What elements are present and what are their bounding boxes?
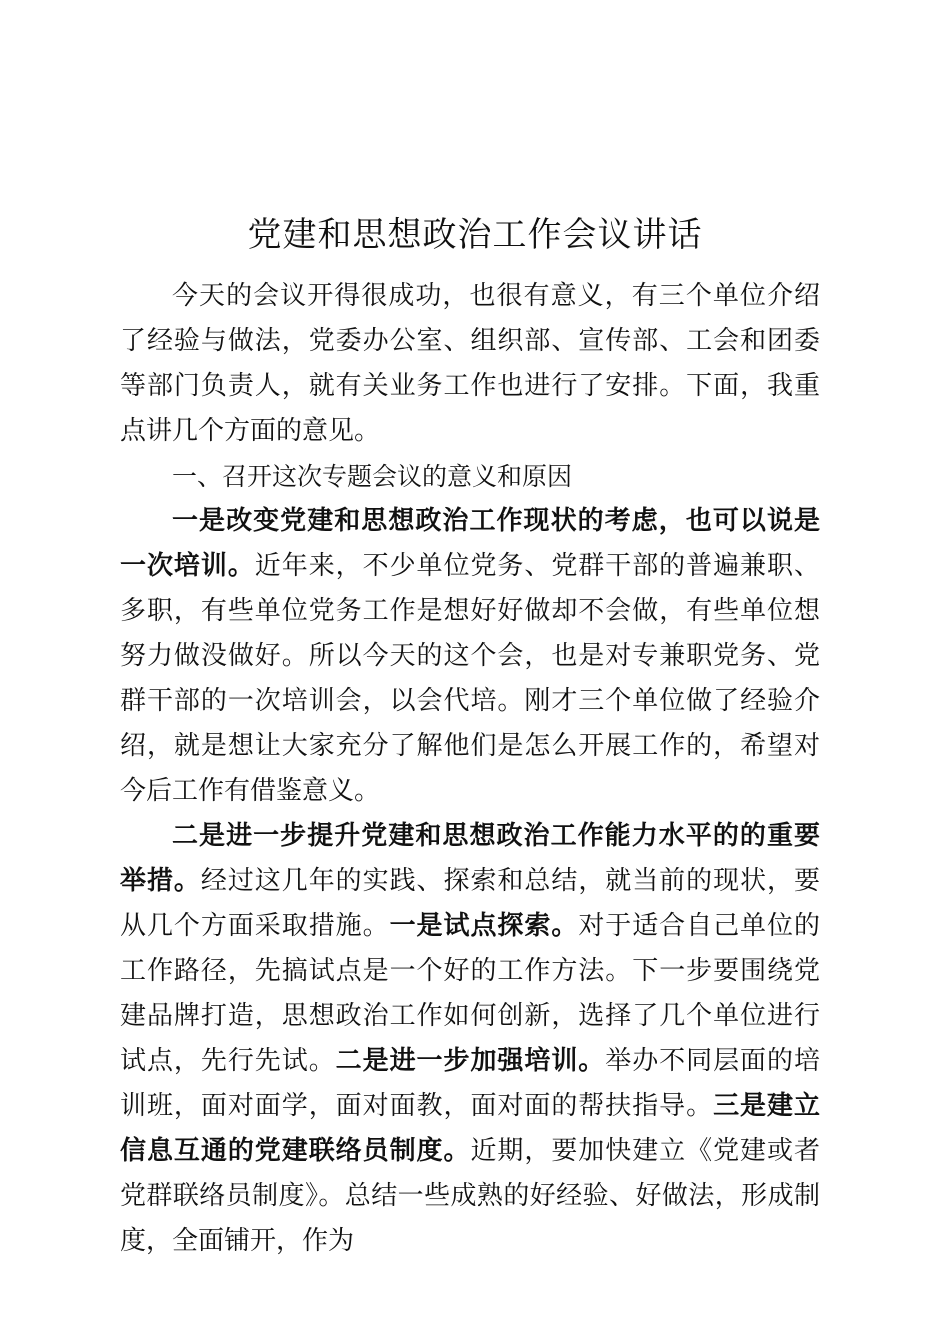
document-title: 党建和思想政治工作会议讲话 [247, 215, 703, 255]
section-heading-1: 一、召开这次专题会议的意义和原因 [172, 462, 573, 491]
paragraph-point-two [120, 814, 820, 1264]
document-body [120, 274, 820, 1264]
measure-one-text: 对于适合自己单位的工作路径，先搞试点是一个好的工作方法。下一步要围绕党建品牌打造，思想政治工作如何创新，选择了几个单位进行试点，先行先试。 [120, 911, 820, 1076]
measure-two-text: 举办不同层面的培训班，面对面学，面对面教，面对面的帮扶指导。 [120, 1046, 820, 1121]
paragraph-point-one [120, 499, 820, 814]
measure-three-text: 近期，要加快建立《党建或者党群联络员制度》。总结一些成熟的好经验、好做法，形成制度，全面铺开，作为 [120, 1136, 820, 1256]
point-one-text: 近年来，不少单位党务、党群干部的普遍兼职、多职，有些单位党务工作是想好好做却不会做，有些单位想努力做没做好。所以今天的这个会，也是对专兼职党务、党群干部的一次培训会，以会代培。刚才三个单位做了经验介绍，就是想让大家充分了解他们是怎么开展工作的，希望对今后工作有借鉴意义。 [120, 551, 820, 806]
measure-three-lead: 三是建立信息互通的党建联络员制度。 [120, 1091, 820, 1166]
measure-two-lead: 二是进一步加强培训。 [335, 1046, 606, 1076]
point-two-lead: 二是进一步提升党建和思想政治工作能力水平的的重要举措。 [120, 821, 820, 896]
point-two-text-a: 经过这几年的实践、探索和总结，就当前的现状，要从几个方面采取措施。 [120, 866, 820, 941]
point-one-lead: 一是改变党建和思想政治工作现状的考虑，也可以说是一次培训。 [120, 506, 820, 581]
measure-one-lead: 一是试点探索。 [389, 911, 579, 941]
intro-paragraph: 今天的会议开得很成功，也很有意义，有三个单位介绍了经验与做法，党委办公室、组织部、宣传部、工会和团委等部门负责人，就有关业务工作也进行了安排。下面，我重点讲几个方面的意见。 [120, 281, 820, 446]
